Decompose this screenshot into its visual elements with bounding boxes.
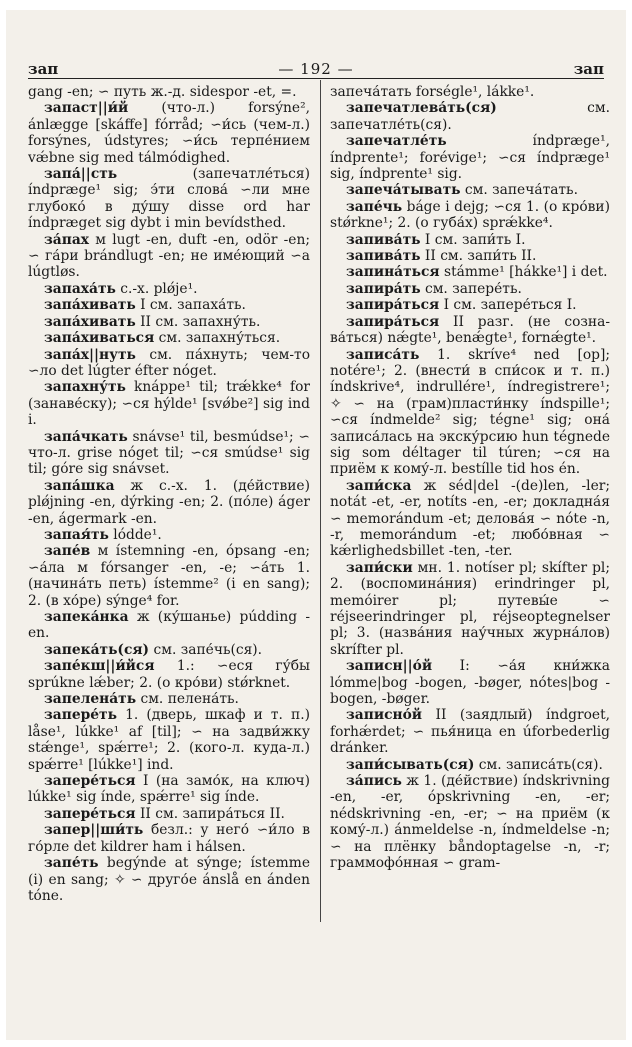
entry-definition: 1. (дверь, шкаф и т. п.) låse¹, lúkke¹ af [til]; ∽ на задви́жку stǽnge¹, spǽrre¹; 2. (кого-л. куда-л.) spǽrre¹ [lúkke¹] ind. (28, 707, 310, 773)
entry-headword: запа́хивать (44, 313, 136, 330)
dictionary-entry (330, 248, 610, 264)
entry-definition: м ístemning -en, ópsang -en; ∽а́ла м fórsanger -en, -e; ∽а́ть 1. (начина́ть петь) ístemme² (i en sang); 2. (в хо́ре) sýnge⁴ for. (28, 543, 310, 609)
dictionary-entry (28, 707, 310, 773)
entry-definition: (что-л.) forsýne², ánlægge [skáffe] fórråd; ∽и́сь (чем-л.) forsýnes, údstyres; ∽и́сь терпе́нием vǽbne sig med tálmódighed. (28, 100, 310, 166)
entry-definition: lódde¹. (113, 526, 162, 543)
entry-definition: índpræge¹, índprente¹; forévige¹; ∽ся índpræge¹ sig, índprente¹ sig. (330, 133, 610, 183)
entry-definition: II см. запахну́ть. (140, 313, 261, 330)
entry-definition: безл.: у него́ ∽и́ло в го́рле det kildrer ham i hálsen. (28, 822, 310, 855)
entry-headword: запива́ть (346, 231, 421, 248)
dictionary-entry (330, 232, 610, 248)
entry-headword: за́пись (346, 773, 402, 790)
entry-headword: за́пах (44, 231, 90, 248)
continuation-fragment: gang -en; ∽ путь ж.-д. sidespor -et, =. (28, 84, 297, 100)
continuation-fragment: запеча́тать forségle¹, lákke¹. (330, 84, 535, 100)
entry-definition: II см. запира́ться II. (139, 805, 285, 822)
left-guide-word: зап (28, 60, 59, 78)
entry-headword: запира́ться (346, 297, 440, 314)
entry-headword: запа́шка (44, 477, 115, 494)
dictionary-entry (330, 478, 610, 560)
entry-headword: запира́ться (346, 313, 440, 330)
entry-headword: запива́ть (346, 248, 421, 265)
entry-definition: begýnde at sýnge; ístemme (i) en sang; ✧ ∽ друго́е ánslå en ánden tóne. (28, 855, 310, 904)
entry-definition: см. записа́ть(ся). (478, 756, 603, 773)
entry-definition: ж с.-х. 1. (де́йствие) plǿjning -en, dýrking -en; 2. (по́ле) áger -en, ágermark -en. (28, 477, 310, 527)
entry-definition: (запечатле́ться) índpræge¹ sig; э́ти слова́ ∽ли мне глубоко́ в ду́шу disse ord har índpræget sig dybt i min bevídsthed. (28, 166, 310, 232)
dictionary-entry (330, 773, 610, 871)
entry-headword: запира́ть (346, 280, 421, 297)
dictionary-entry (28, 773, 310, 806)
entry-definition: см. запере́ть. (424, 280, 522, 297)
dictionary-entry (28, 330, 310, 346)
dictionary-entry (28, 855, 310, 904)
entry-definition: snávse¹ til, besmúdse¹; ∽ что-л. grise nóget til; ∽ся smúdse¹ sig til; góre sig snávset. (28, 428, 310, 478)
header-rule (28, 78, 604, 79)
dictionary-entry (28, 478, 310, 527)
dictionary-entry (330, 347, 610, 478)
entry-headword: запа́чкать (44, 428, 128, 445)
entry-headword: запа́хивать (44, 297, 136, 314)
dictionary-entry (28, 642, 310, 658)
entry-definition: II см. запи́ть II. (424, 248, 537, 265)
entry-headword: запеча́тывать (346, 182, 461, 199)
entry-headword: запе́ть (44, 855, 99, 872)
entry-definition: I см. запаха́ть. (140, 297, 246, 314)
entry-headword: запека́ть(ся) (44, 641, 150, 658)
entry-definition: 1.: ∽еся гу́бы sprúkne lǽber; 2. (о кро́ви) stǿrknet. (28, 658, 310, 691)
entry-headword: запе́кш||и́йся (44, 658, 155, 675)
entry-headword: запере́ть (44, 707, 117, 724)
entry-headword: запере́ться (44, 773, 136, 790)
dictionary-entry (330, 757, 610, 773)
dictionary-entry (330, 133, 610, 182)
dictionary-entry (330, 560, 610, 658)
entry-headword: запе́в (44, 543, 91, 560)
entry-definition: I см. запи́ть I. (424, 231, 526, 248)
entry-headword: запелена́ть (44, 691, 137, 708)
entry-headword: запере́ться (44, 805, 136, 822)
entry-definition: 1. skríve⁴ ned [op]; notére¹; 2. (внести́ в спи́сок и т. п.) índskrive⁴, indrullére¹, índregistrere¹; ✧ ∽ на (грам)пласти́нку índspille¹; ∽ся índmelde² sig; tégne¹ sig; она́ записа́лась на экску́рсию hun tégnede sig som déltager til túren; ∽ся на приём к кому́-л. bestílle tid hos én. (330, 346, 610, 478)
entry-definition: см. запе́чь(ся). (153, 641, 263, 658)
entry-headword: запи́ска (346, 477, 412, 494)
column-divider (320, 80, 321, 922)
dictionary-entry (28, 806, 310, 822)
entry-definition: см. запеча́тать. (464, 182, 578, 199)
dictionary-entry (330, 297, 610, 313)
right-guide-word: зап (573, 60, 604, 78)
entry-definition: см. пелена́ть. (140, 691, 239, 708)
dictionary-entry (330, 658, 610, 707)
entry-headword: записно́й (346, 707, 423, 724)
dictionary-entry (28, 609, 310, 642)
dictionary-entry (28, 691, 310, 707)
dictionary-entry (330, 314, 610, 347)
entry-headword: записа́ть (346, 346, 420, 363)
entry-headword: запи́ски (346, 559, 413, 576)
dictionary-entry (28, 232, 310, 281)
page-number: — 192 — (278, 60, 354, 78)
entry-definition: knáppe¹ til; trǽkke⁴ for (занаве́ску); ∽ся hýlde¹ [svǿbe²] sig ind i. (28, 379, 310, 429)
dictionary-entry (28, 543, 310, 609)
entry-headword: запина́ться (346, 264, 440, 281)
dictionary-entry (28, 527, 310, 543)
entry-definition: см. запечатле́ть(ся). (330, 100, 610, 133)
entry-headword: запека́нка (44, 609, 129, 625)
dictionary-entry (330, 100, 610, 133)
entry-definition: мн. 1. notíser pl; skífter pl; 2. (воспомина́ния) erindringer pl, memóirer pl; путевы́е ∽ réjseerindringer pl, réjseoptegnelser pl; 3. (назва́ния нау́чных журна́лов) skrífter pl. (330, 559, 610, 658)
dictionary-entry (330, 707, 610, 756)
dictionary-entry (28, 166, 310, 232)
entry-definition: I (на замо́к, на ключ) lúkke¹ sig índe, spǽrre¹ sig índe. (28, 773, 310, 806)
dictionary-entry (28, 297, 310, 313)
entry-headword: записн||о́й (346, 658, 433, 675)
entry-headword: запаха́ть (44, 280, 116, 297)
entry-definition: см. па́хнуть; чем-то ∽ло det lúgter éfter nóget. (28, 346, 310, 379)
left-column (28, 84, 310, 924)
entry-definition: с.-х. plǿje¹. (120, 280, 198, 297)
entry-headword: запечатле́ть (346, 133, 447, 150)
dictionary-entry (28, 100, 310, 166)
entry-headword: запер||ши́ть (44, 822, 144, 839)
entry-definition: stámme¹ [hákke¹] i det. (444, 264, 608, 281)
entry-headword: запаст||и́й (44, 100, 129, 117)
entry-definition: II разг. (не созна-ва́ться) nǽgte¹, benǽgte¹, fornǽgte¹. (330, 313, 610, 347)
entry-headword: запа́хиваться (44, 330, 155, 347)
entry-definition: ж séd|del -(de)len, -ler; notát -et, -er, notíts -en, -er; докладна́я ∽ memorándum -et; делова́я ∽ nóte -n, -r, memorándum -et; любо́вная ∽ kǽrlighedsbillet -ten, -ter. (330, 477, 610, 560)
entry-headword: запи́сывать(ся) (346, 756, 475, 773)
dictionary-entry (28, 429, 310, 478)
entry-definition: м lugt -en, duft -en, odör -en; ∽ га́ри brándlugt -en; не име́ющий ∽а lúgtløs. (28, 231, 310, 281)
entry-headword: запа́||сть (44, 166, 118, 183)
entry-definition: II (заядлый) índgroet, forhǽrdet; ∽ пья́ница en úforbederlig dránker. (330, 707, 610, 757)
dictionary-entry (330, 199, 610, 232)
dictionary-entry (330, 264, 610, 280)
entry-definition: ж 1. (де́йствие) índskrivning -en, -er, ópskrivning -en, -er; nédskrivning -en, -er; ∽ на приём (к кому́-л.) ánmeldelse -n, índmeldelse -n; ∽ на плёнку båndoptagelse -n, -r; граммофо́нная ∽ gram- (330, 773, 610, 872)
entry-definition: báge i dejg; ∽ся 1. (о кро́ви) stǿrkne¹; 2. (о губа́х) sprǽkke⁴. (330, 198, 610, 232)
entry-definition: см. запахну́ться. (158, 330, 281, 347)
entry-headword: запе́чь (346, 198, 403, 215)
dictionary-entry (28, 822, 310, 855)
entry-definition: ж (ку́шанье) púdding -en. (28, 609, 310, 642)
entry-headword: запа́х||нуть (44, 346, 136, 363)
dictionary-entry (28, 314, 310, 330)
right-column (330, 84, 610, 924)
entry-definition: I: ∽а́я кни́жка lómme|bog -bogen, -bøger, nótes|bog -bogen, -bøger. (330, 658, 610, 708)
dictionary-entry (330, 182, 610, 198)
dictionary-entry (28, 658, 310, 691)
dictionary-entry (28, 379, 310, 428)
entry-headword: запахну́ть (44, 379, 126, 396)
dictionary-entry (330, 281, 610, 297)
dictionary-entry (28, 281, 310, 297)
entry-headword: запечатлева́ть(ся) (346, 100, 497, 117)
entry-headword: запая́ть (44, 526, 109, 543)
entry-definition: I см. запере́ться I. (443, 297, 577, 314)
dictionary-entry (28, 347, 310, 380)
